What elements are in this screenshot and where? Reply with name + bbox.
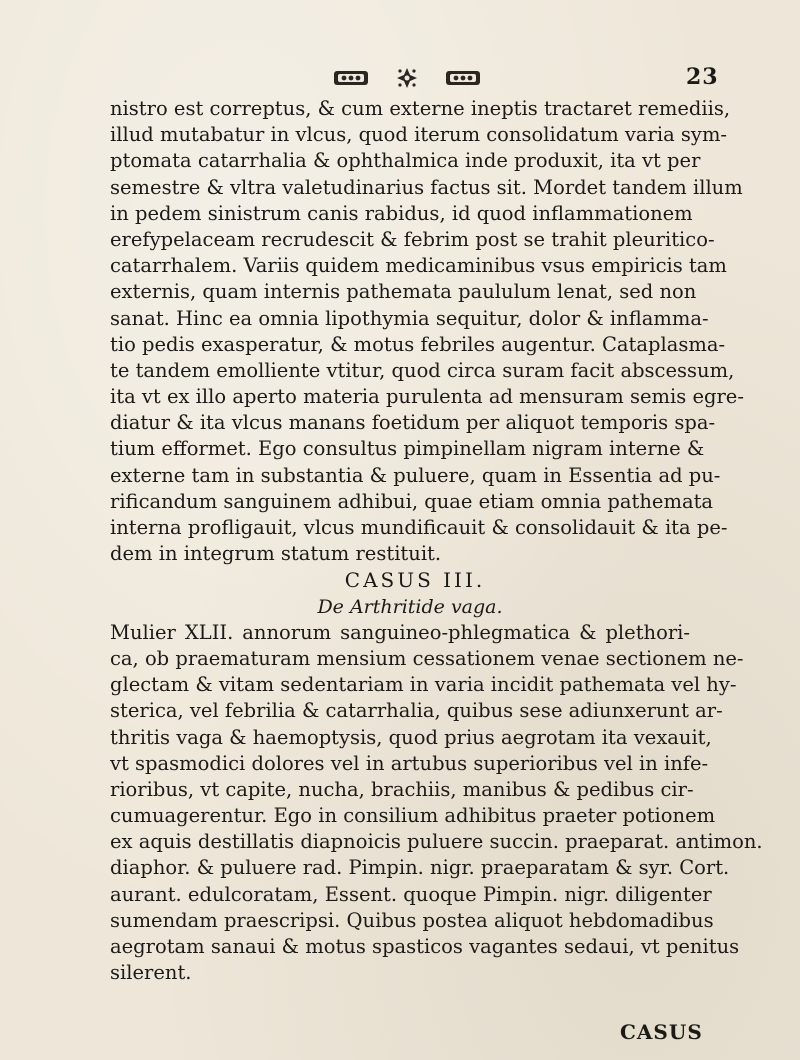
case-text-line: silerent. xyxy=(110,961,192,985)
case-text-line: cumuagerentur. Ego in consilium adhibitus praeter potionem xyxy=(110,804,716,828)
page-number: 23 xyxy=(686,64,719,90)
text-line: dem in integrum statum restituit. xyxy=(110,542,442,566)
text-line: externe tam in substantia & puluere, quam in Essentia ad pu- xyxy=(110,463,721,487)
case-text-line: ex aquis destillatis diapnoicis puluere succin. praeparat. antimon. xyxy=(110,830,763,854)
case-heading: CASUS III. xyxy=(344,568,486,593)
case-text-line: thritis vaga & haemoptysis, quod prius aegrotam ita vexauit, xyxy=(110,725,712,749)
case-text-line: sumendam praescripsi. Quibus postea aliquot hebdomadibus xyxy=(110,908,714,932)
case-text-line: Mulier XLII. annorum sanguineo-phlegmatica & plethori- xyxy=(110,620,690,644)
catchword: CASUS xyxy=(620,1020,703,1044)
main-text xyxy=(110,96,763,986)
text-line: diatur & ita vlcus manans foetidum per aliquot temporis spa- xyxy=(110,411,716,435)
ornament-fleuron-icon xyxy=(332,66,482,90)
text-line: catarrhalem. Variis quidem medicaminibus vsus empiricis tam xyxy=(110,254,727,278)
text-line: nistro est correptus, & cum externe ineptis tractaret remediis, xyxy=(110,97,731,120)
text-line: tio pedis exasperatur, & motus febriles augentur. Cataplasma- xyxy=(110,332,726,356)
case-text-line: diaphor. & puluere rad. Pimpin. nigr. praeparatam & syr. Cort. xyxy=(110,856,730,880)
case-text-line: aegrotam sanaui & motus spasticos vagantes sedaui, vt penitus xyxy=(110,935,740,958)
text-line: externis, quam internis pathemata paululum lenat, sed non xyxy=(110,280,697,304)
case-text-line: vt spasmodici dolores vel in artubus superioribus vel in infe- xyxy=(110,751,709,775)
text-line: ptomata catarrhalia & ophthalmica inde produxit, ita vt per xyxy=(110,149,701,173)
text-line: ita vt ex illo aperto materia purulenta ad mensuram semis egre- xyxy=(110,385,744,409)
text-line: te tandem emolliente vtitur, quod circa suram facit abscessum, xyxy=(110,358,735,382)
text-line: tium efformet. Ego consultus pimpinellam nigram interne & xyxy=(110,437,705,461)
text-line: semestre & vltra valetudinarius factus sit. Mordet tandem illum xyxy=(110,175,743,199)
page-header xyxy=(0,58,800,94)
text-line: in pedem sinistrum canis rabidus, id quod inflammationem xyxy=(110,201,693,225)
case-text-line: sterica, vel febrilia & catarrhalia, quibus sese adiunxerunt ar- xyxy=(110,699,723,723)
case-text-line: ca, ob praematuram mensium cessationem venae sectionem ne- xyxy=(110,646,744,670)
case-text-line: aurant. edulcoratam, Essent. quoque Pimpin. nigr. diligenter xyxy=(110,882,712,906)
text-line: interna profligauit, vlcus mundificauit & consolidauit & ita pe- xyxy=(110,516,728,539)
text-line: sanat. Hinc ea omnia lipothymia sequitur, dolor & inflamma- xyxy=(110,306,709,330)
text-line: rificandum sanguinem adhibui, quae etiam omnia pathemata xyxy=(110,489,714,513)
text-line: erefypelaceam recrudescit & febrim post se trahit pleuritico- xyxy=(110,227,715,251)
case-text-line: rioribus, vt capite, nucha, brachiis, manibus & pedibus cir- xyxy=(110,777,694,801)
case-text-line: glectam & vitam sedentariam in varia incidit pathemata vel hy- xyxy=(110,673,737,697)
case-subheading: De Arthritide vaga. xyxy=(317,595,503,618)
text-line: illud mutabatur in vlcus, quod iterum consolidatum varia sym- xyxy=(110,123,728,147)
